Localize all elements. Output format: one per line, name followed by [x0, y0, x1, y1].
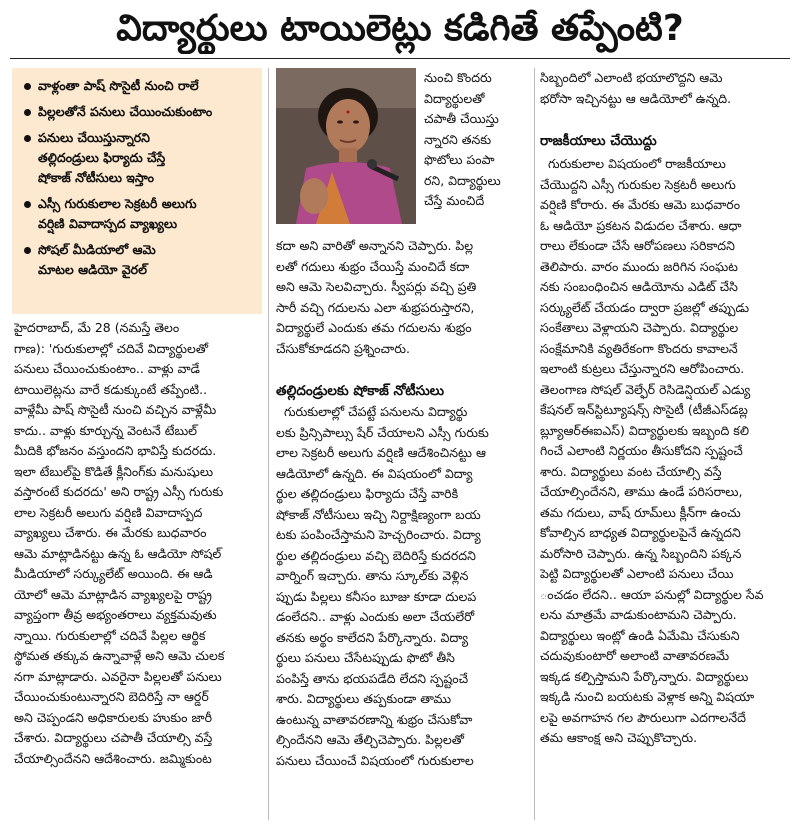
highlight-item: సోషల్ మీడియాలో ఆమె మాటల ఆడియో వైరల్ [22, 240, 254, 280]
highlight-item: వాళ్లంతా పాష్ సొసైటీ నుంచి రాలే [22, 76, 254, 96]
highlight-item: పిల్లలతోనే పనులు చేయించుకుంటాం [22, 102, 254, 122]
column-2-text: కదా అని వారితో అన్నానని చెప్పారు. పిల్ల లతో గదులు శుభ్రం చేయిస్తే మంచిదే కదా అని ఆమె సెలవిచ్చారు. స్వీపర్లు వచ్చి ప్రతి సారీ వచ్చి గదులను ఎలా శుభ్రపరుస్తారని, విద్యార్థులే ఎందుకు తమ గదులను శుభ్రం చేసుకోకూడదని ప్రశ్నించారు. [276, 238, 477, 356]
column-divider [534, 68, 535, 820]
column-1-text: హైదరాబాద్, మే 28 (నమస్తే తెలం గాణ): 'గురుకులాల్లో చదివే విద్యార్థులతో పనులు చేయించుకుంటాం.. వాళ్లు వాడే టాయిలెట్లను వారే కడుక్కుంటే తప్పేంటి.. వాళ్లేమీ పాష్ సొసైటీ నుంచి వచ్చిన వాళ్లేమీ కాదు.. వాళ్లు కూర్చున్న వెంటనే టేబుల్ మీదికి భోజనం వస్తుందని భావిస్తే కుదరదు. ఇలా టేబుల్‌పై కొడితే క్లీనింగ్‌కు మనుషులు వస్తారంటే కుదరదు' అని రాష్ట్ర ఎస్సీ గురుకు లాల సెక్రటరీ అలుగు వర్షిణి వివాదాస్పద వ్యాఖ్యలు చేశారు. ఈ మేరకు బుధవారం ఆమె మాట్లాడినట్టు ఉన్న ఓ ఆడియో సోషల్ మీడియాలో సర్క్యులేట్ అయింది. ఈ ఆడి యోలో ఆమె మాట్లాడిన వ్యాఖ్యలపై రాష్ట్ర వ్యాప్తంగా తీవ్ర అభ్యంతరాలు వ్యక్తమవుతు న్నాయి. గురుకులాల్లో చదివే పిల్లల ఆర్థిక స్థోమత తక్కువ ఉన్నావాళ్లే అని ఆమె చులక నగా మాట్లాడారు. ఎవరైనా పిల్లలతో పనులు చేయించుకుంటున్నారని బెదిరిస్తే నా ఆర్డర్ అని చెప్పండని అధికారులకు హుకుం జారీ చేశారు. విద్యార్థులు చపాతీ చేయాల్సి వస్తే చేయాల్సిందేనని ఆదేశించారు. జమ్మికుంట [14, 320, 225, 766]
headline-rule [10, 58, 790, 59]
headline: విద్యార్థులు టాయిలెట్లు కడిగితే తప్పేంటి? [116, 8, 684, 49]
column-2-text-continued: గురుకులాల్లో చేపట్టే పనులను విద్యార్థు లకు ప్రిన్సిపాల్సు షేర్ చేయాలని ఎస్సీ గురుకు లాల సెక్రటరీ అలుగు వర్షిణి ఆదేశించినట్టు ఆ ఆడియోలో ఉన్నది. ఈ విషయంలో విద్యా ర్థుల తల్లిదండ్రులు ఫిర్యాదు చేస్తే వారికి షోకాజ్ నోటీసులు ఇచ్చి నిర్దాక్షిణ్యంగా బయ టకు పంపించేస్తామని హెచ్చరించారు. విద్యా ర్థుల తల్లిదండ్రులు వచ్చి బెదిరిస్తే కుదరదని వార్నింగ్ ఇచ్చారు. తాను స్కూల్‌కు వెళ్లిన ప్పుడు పిల్లలు కనీసం బూజు కూడా దులప డంలేదని.. వాళ్లు ఎందుకు అలా చేయలేరో తనకు అర్థం కాలేదని పేర్కొన్నారు. విద్యా ర్థులు పనులు చేసేటప్పుడు ఫొటో తీసి పంపిస్తే తాను భయపడేది లేదని స్పష్టంచే శారు. విద్యార్థులు తప్పకుండా తాము ఉంటున్న వాతావరణాన్ని శుభ్రం చేసుకోవా ల్సిందేనని ఆమె తేల్చిచెప్పారు. పిల్లలతో పనులు చేయించే విషయంలో గురుకులాల [276, 404, 489, 768]
column-2-text-beside-photo: నుంచి కొందరు విద్యార్థులతో చపాతీ చేయిస్తు న్నారని తనకు ఫొటోలు పంపా రని, విద్యార్థులు చేస్తే మంచిదే [424, 70, 501, 208]
subheading-showcause: తల్లిదండ్రులకు షోకాజ్ నోటీసులు [276, 383, 445, 399]
highlight-item: ఎస్సీ గురుకులాల సెక్రటరీ అలుగు వర్షిణి వివాదాస్పద వ్యాఖ్యలు [22, 194, 254, 234]
subheading-politics: రాజకీయాలు చేయొద్దు [540, 133, 657, 149]
column-divider [268, 68, 269, 820]
highlight-item: పనులు చేయిస్తున్నారని తల్లిదండ్రులు ఫిర్యాదు చేస్తే షోకాజ్ నోటీసులు ఇస్తాం [22, 128, 254, 188]
secretary-photo [276, 68, 416, 224]
highlights-box [12, 68, 262, 314]
column-3-text-continued: గురుకులాల విషయంలో రాజకీయాలు చేయొద్దని ఎస్సీ గురుకుల సెక్రటరీ అలుగు వర్షిణి కోరారు. ఈ మేరకు ఆమె బుధవారం ఓ ఆడియో ప్రకటన విడుదల చేశారు. ఆధా రాలు లేకుండా చేసే ఆరోపణలు సరికాదని తెలిపారు. వారం ముందు జరిగిన సంఘట నకు సంబంధించిన ఆడియోను ఎడిట్ చేసి సర్క్యులేట్ చేయడం ద్వారా ప్రజల్లో తప్పుడు సంకేతాలు వెళ్లాయని చెప్పారు. విద్యార్థుల సంక్షేమానికి వ్యతిరేకంగా కొందరు కావాలనే ఇలాంటి కుట్రలు చేస్తున్నారని ఆరోపించారు. తెలంగాణ సోషల్ వెల్ఫేర్ రెసిడెన్షియల్ ఎడ్యు కేషనల్ ఇన్‌స్టిట్యూషన్స్ సొసైటీ (టీజీఎస్‌డబ్ల బ్ల్యూఆర్‌ఈఐఎస్) విద్యార్థులకు ఇబ్బంది కలి గించే ఎలాంటి నిర్ణయం తీసుకోదని స్పష్టంచే శారు. విద్యార్థులు వంట చేయాల్సి వస్తే చేయాల్సిందేనని, తాము ఉండే పరిసరాలు, తమ గదులు, వాష్ రూమ్‌లు క్లీన్‌గా ఉంచు కోవాల్సిన బాధ్యత విద్యార్థులపైనే ఉన్నదని మరోసారి చెప్పారు. ఉన్న సిబ్బందిని పక్కన పెట్టి విద్యార్థులతో ఎలాంటి పనులు చేయి ంచడం లేదని.. ఆయా పనుల్లో విద్యార్థుల సేవ లను మాత్రమే వాడుకుంటామని చెప్పారు. విద్యార్థులు ఇంట్లో ఉండి ఏమేమి చేసుకుని చదువుకుంటారో అలాంటి వాతావరణమే ఇక్కడ కల్పిస్తామని పేర్కొన్నారు. విద్యార్థులు ఇక్కడి నుంచి బయటకు వెళ్లాక అన్ని విషయా లపై అవగాహన గల పౌరులుగా ఎదగాలనేదే తమ ఆకాంక్ష అని చెప్పుకొచ్చారు. [540, 156, 764, 745]
column-3-text: సిబ్బందిలో ఎలాంటి భయాలొద్దని ఆమె భరోసా ఇచ్చినట్టు ఆ ఆడియోలో ఉన్నది. [540, 70, 732, 106]
